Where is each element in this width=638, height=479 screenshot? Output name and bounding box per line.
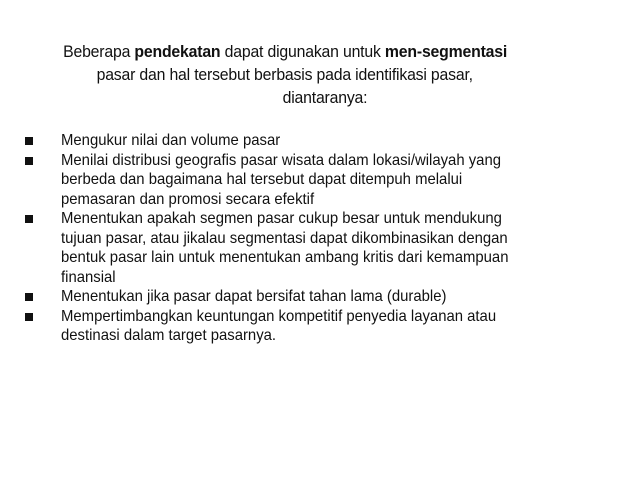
intro-line-3: diantaranya: bbox=[282, 88, 368, 107]
bullet-text bbox=[61, 287, 596, 307]
bullet-line: pemasaran dan promosi secara efektif bbox=[61, 190, 315, 208]
bullet-text bbox=[61, 209, 596, 287]
square-bullet-icon bbox=[25, 157, 33, 165]
bullet-line: Mempertimbangkan keuntungan kompetitif penyedia layanan atau bbox=[61, 307, 497, 325]
bullet-line: Menentukan jika pasar dapat bersifat tahan lama (durable) bbox=[61, 288, 447, 305]
bullet-line: destinasi dalam target pasarnya. bbox=[61, 327, 277, 344]
bullet-line: Menilai distribusi geografis pasar wisata dalam lokasi/wilayah yang bbox=[61, 151, 502, 169]
bullet-line: Menentukan apakah segmen pasar cukup besar untuk mendukung bbox=[61, 210, 502, 227]
bullet-text bbox=[61, 307, 596, 346]
bullet-item bbox=[22, 131, 622, 151]
square-bullet-icon bbox=[25, 313, 33, 321]
bullet-line: tujuan pasar, atau jikalau segmentasi dapat dikombinasikan dengan bbox=[61, 229, 508, 247]
bullet-line: berbeda dan bagaimana hal tersebut dapat ditempuh melalui bbox=[61, 171, 463, 188]
intro-bold-term: pendekatan bbox=[134, 42, 221, 61]
bullet-item bbox=[22, 287, 622, 307]
intro-bold-term: men-segmentasi bbox=[384, 42, 508, 61]
bullet-item bbox=[22, 151, 622, 210]
intro-text: Beberapa bbox=[63, 42, 135, 61]
bullet-text bbox=[61, 151, 596, 210]
intro-paragraph bbox=[38, 40, 559, 109]
bullet-line: Mengukur nilai dan volume pasar bbox=[61, 132, 281, 149]
square-bullet-icon bbox=[25, 137, 33, 145]
intro-line-1 bbox=[63, 40, 559, 63]
square-bullet-icon bbox=[25, 215, 33, 223]
bullet-list bbox=[22, 131, 622, 346]
bullet-line: finansial bbox=[61, 268, 116, 286]
bullet-item bbox=[22, 307, 622, 346]
intro-text: dapat digunakan untuk bbox=[220, 42, 385, 61]
bullet-text bbox=[61, 131, 596, 151]
bullet-line: bentuk pasar lain untuk menentukan ambang kritis dari kemampuan bbox=[61, 249, 509, 266]
square-bullet-icon bbox=[25, 293, 33, 301]
bullet-item bbox=[22, 209, 622, 287]
intro-line-2: pasar dan hal tersebut berbasis pada identifikasi pasar, bbox=[96, 65, 473, 84]
